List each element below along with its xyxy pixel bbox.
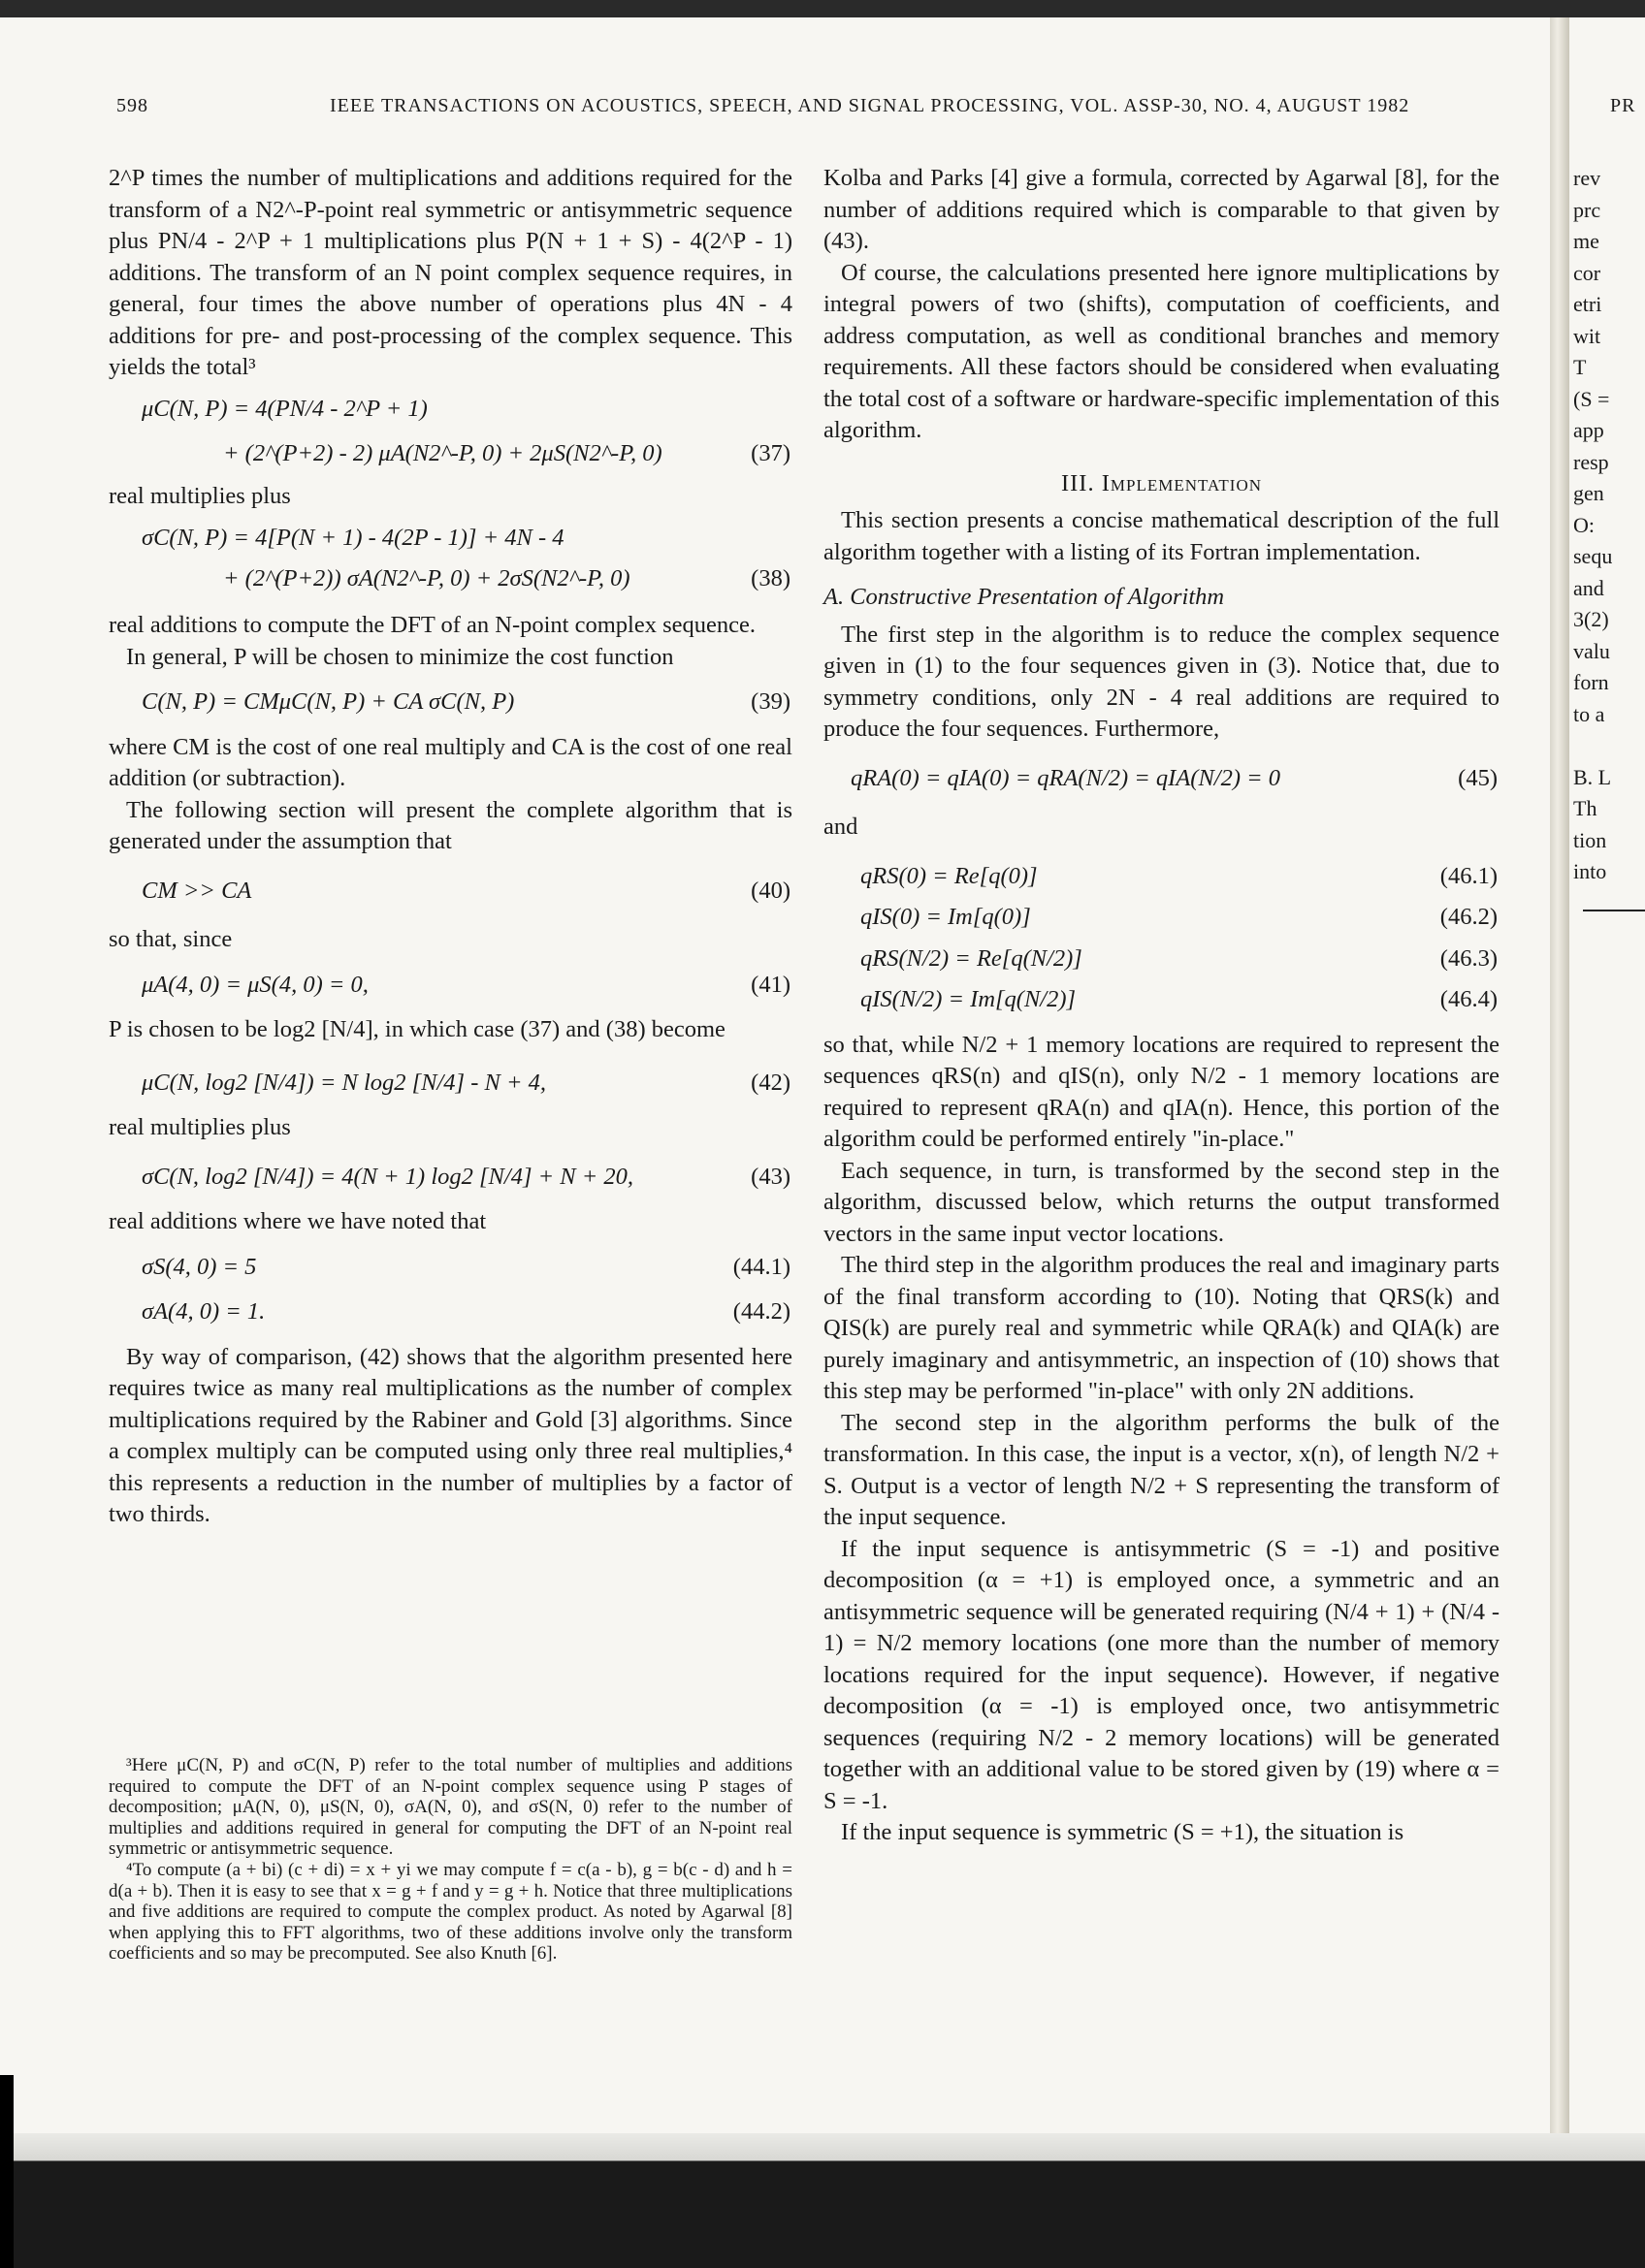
equation-46-4: qIS(N/2) = Im[q(N/2)] (46.4)	[860, 986, 1498, 1012]
equation-39: C(N, P) = CMμC(N, P) + CA σC(N, P) (39)	[142, 688, 790, 715]
text-line: and	[823, 814, 858, 840]
equation-45: qRA(0) = qIA(0) = qRA(N/2) = qIA(N/2) = 0 (45)	[851, 764, 1498, 791]
journal-title: IEEE TRANSACTIONS ON ACOUSTICS, SPEECH, AND SIGNAL PROCESSING, VOL. ASSP-30, NO. 4, AUGUST 1982	[330, 95, 1410, 116]
text-line: real multiplies plus	[109, 483, 291, 509]
paragraph: This section presents a concise mathematical description of the full algorithm together with a listing of its Fortran implementation.	[823, 507, 1500, 565]
equation-44-1: σS(4, 0) = 5 (44.1)	[142, 1253, 790, 1280]
edge-strip-line: forn	[1573, 670, 1609, 694]
edge-strip-line: rev	[1573, 166, 1601, 190]
text-line: real multiplies plus	[109, 1114, 291, 1140]
edge-strip-line: T	[1573, 355, 1587, 379]
edge-strip-line: me	[1573, 229, 1599, 253]
adjacent-page-fragment	[1573, 163, 1645, 888]
edge-strip-line: app	[1573, 418, 1604, 442]
book-spine-shadow	[1550, 17, 1569, 2133]
paragraph: Each sequence, in turn, is transformed by the second step in the algorithm, discussed below, which returns the output transformed vectors in the same input vector locations.	[823, 1157, 1500, 1247]
paragraph: In general, P will be chosen to minimize the cost function	[126, 643, 674, 670]
footnote-3: ³Here μC(N, P) and σC(N, P) refer to the total number of multiplies and additions required to compute the DFT of an N-point complex sequence using P stages of decomposition; μA(N, 0), μS(N, 0), σA(N, 0), and σS(N, 0) refer to the number of multiplies and additions required in general for computing the DFT of an N-point real symmetric or antisymmetric sequence.	[109, 1755, 792, 1860]
edge-strip-line: resp	[1573, 449, 1609, 474]
paragraph: By way of comparison, (42) shows that the algorithm presented here requires twice as many real multiplications as the number of complex multiplications required by the Rabiner and Gold [3] algorithms. Since a complex multiply can be computed using only three real multiplies,⁴ this represents a reduction in the number of multiplies by a factor of two thirds.	[109, 1343, 792, 1527]
footnotes	[109, 1755, 792, 1965]
equation-46-2: qIS(0) = Im[q(0)] (46.2)	[860, 904, 1498, 930]
left-column	[109, 163, 792, 1531]
footnote-4: ⁴To compute (a + bi) (c + di) = x + yi we may compute f = c(a - b), g = b(c - d) and h = d(a + b). Then it is easy to see that x = g + f and y = g + h. Notice that three multiplications and five additions are required to compute the complex product. As noted by Agarwal [8] when applying this to FFT algorithms, two of these additions involve only the transform coefficients and so may be precomputed. See also Knuth [6].	[109, 1859, 792, 1965]
edge-strip-line: O:	[1573, 512, 1595, 537]
equation-44-2: σA(4, 0) = 1. (44.2)	[142, 1298, 790, 1325]
equation-43: σC(N, log2 [N/4]) = 4(N + 1) log2 [N/4] + N + 20, (43)	[142, 1163, 790, 1190]
edge-strip-line: gen	[1573, 481, 1604, 505]
paragraph: real additions to compute the DFT of an N-point complex sequence.	[109, 612, 757, 638]
adjacent-page-header: PR	[1610, 95, 1636, 116]
edge-strip-line: etri	[1573, 292, 1602, 316]
paragraph: If the input sequence is symmetric (S = +1), the situation is	[841, 1819, 1404, 1845]
edge-strip-line	[1573, 730, 1645, 762]
paragraph: The following section will present the complete algorithm that is generated under the assumption that	[109, 796, 792, 854]
scan-bottom-border	[0, 2133, 1645, 2268]
text-line: so that, since	[109, 926, 233, 952]
scan-left-edge	[0, 2075, 14, 2268]
equation-40: CM >> CA (40)	[142, 877, 790, 904]
adjacent-page-rule	[1583, 910, 1645, 911]
edge-strip-line: to a	[1573, 701, 1605, 726]
equation-41: μA(4, 0) = μS(4, 0) = 0, (41)	[142, 971, 790, 998]
equation-37a: μC(N, P) = 4(PN/4 - 2^P + 1)	[142, 395, 428, 422]
right-column	[823, 163, 1500, 1849]
text-line: real additions where we have noted that	[109, 1208, 487, 1234]
paragraph: where CM is the cost of one real multiply and CA is the cost of one real addition (or subtraction).	[109, 733, 792, 791]
paragraph: The third step in the algorithm produces the real and imaginary parts of the final transform according to (10). Noting that QRS(k) and QIS(k) are purely real and symmetric while QRA(k) and QIA(k) are purely imaginary and antisymmetric, an inspection of (10) shows that this step may be performed "in-place" with only 2N additions.	[823, 1252, 1500, 1404]
edge-strip-line: sequ	[1573, 544, 1613, 568]
edge-strip-line: Th	[1573, 796, 1597, 820]
paragraph: so that, while N/2 + 1 memory locations are required to represent the sequences qRS(n) and qIS(n), only N/2 - 1 memory locations are required to represent qRA(n) and qIA(n). Hence, this portion of the algorithm could be performed entirely "in-place."	[823, 1031, 1500, 1152]
edge-strip-line: 3(2)	[1573, 607, 1609, 631]
equation-46-1: qRS(0) = Re[q(0)] (46.1)	[860, 862, 1498, 889]
edge-strip-line: cor	[1573, 260, 1601, 285]
equation-37b: + (2^(P+2) - 2) μA(N2^-P, 0) + 2μS(N2^-P, 0) (37)	[223, 440, 790, 466]
scan-top-border	[0, 0, 1645, 17]
paragraph: If the input sequence is antisymmetric (S = -1) and positive decomposition (α = +1) is employed once, a symmetric and an antisymmetric sequence will be generated requiring (N/4 + 1) + (N/4 - 1) = N/2 memory locations (one more than the number of memory locations required for the input sequence). However, if negative decomposition (α = -1) is employed once, two antisymmetric sequences (requiring N/2 - 2 memory locations) will be generated together with an additional value to be stored given by (19) where α = S = -1.	[823, 1535, 1500, 1814]
edge-strip-line: valu	[1573, 638, 1610, 663]
running-header	[116, 95, 1513, 124]
paragraph: The first step in the algorithm is to reduce the complex sequence given in (1) to the four sequences given in (3). Notice that, due to symmetry conditions, only 2N - 4 real additions are required to produce the four sequences. Furthermore,	[823, 621, 1500, 742]
paragraph: Of course, the calculations presented here ignore multiplications by integral powers of two (shifts), computation of coefficients, and address computation, as well as conditional branches and memory requirements. All these factors should be considered when evaluating the total cost of a software or hardware-specific implementation of this algorithm.	[823, 259, 1500, 443]
paragraph: Kolba and Parks [4] give a formula, corrected by Agarwal [8], for the number of additions required which is comparable to that given by (43).	[823, 165, 1500, 254]
page-number: 598	[116, 95, 148, 116]
edge-strip-line: tion	[1573, 827, 1607, 852]
equation-38b: + (2^(P+2)) σA(N2^-P, 0) + 2σS(N2^-P, 0) (38)	[223, 565, 790, 591]
edge-strip-line: wit	[1573, 323, 1601, 348]
equation-38a: σC(N, P) = 4[P(N + 1) - 4(2P - 1)] + 4N - 4	[142, 524, 564, 551]
paragraph: P is chosen to be log2 [N/4], in which case (37) and (38) become	[109, 1016, 726, 1042]
equation-46-3: qRS(N/2) = Re[q(N/2)] (46.3)	[860, 944, 1498, 972]
section-heading: III. Implementation	[1060, 469, 1262, 496]
edge-strip-line: B. L	[1573, 764, 1612, 789]
equation-42: μC(N, log2 [N/4]) = N log2 [N/4] - N + 4, (42)	[142, 1069, 790, 1096]
edge-strip-line: (S =	[1573, 386, 1610, 411]
subsection-heading: A. Constructive Presentation of Algorithm	[823, 584, 1225, 610]
edge-strip-line: into	[1573, 859, 1607, 883]
edge-strip-line: and	[1573, 575, 1604, 600]
paragraph: 2^P times the number of multiplications and additions required for the transform of a N2^-P-point real symmetric or antisymmetric sequence plus PN/4 - 2^P + 1 multiplications plus P(N + 1 + S) - 4(2^P - 1) additions. The transform of an N point complex sequence requires, in general, four times the above number of operations plus 4N - 4 additions for pre- and post-processing of the complex sequence. This yields the total³	[109, 165, 792, 380]
edge-strip-line: prc	[1573, 197, 1601, 222]
paragraph: The second step in the algorithm performs the bulk of the transformation. In this case, the input is a vector, x(n), of length N/2 + S. Output is a vector of length N/2 + S representing the transform of the input sequence.	[823, 1409, 1500, 1530]
